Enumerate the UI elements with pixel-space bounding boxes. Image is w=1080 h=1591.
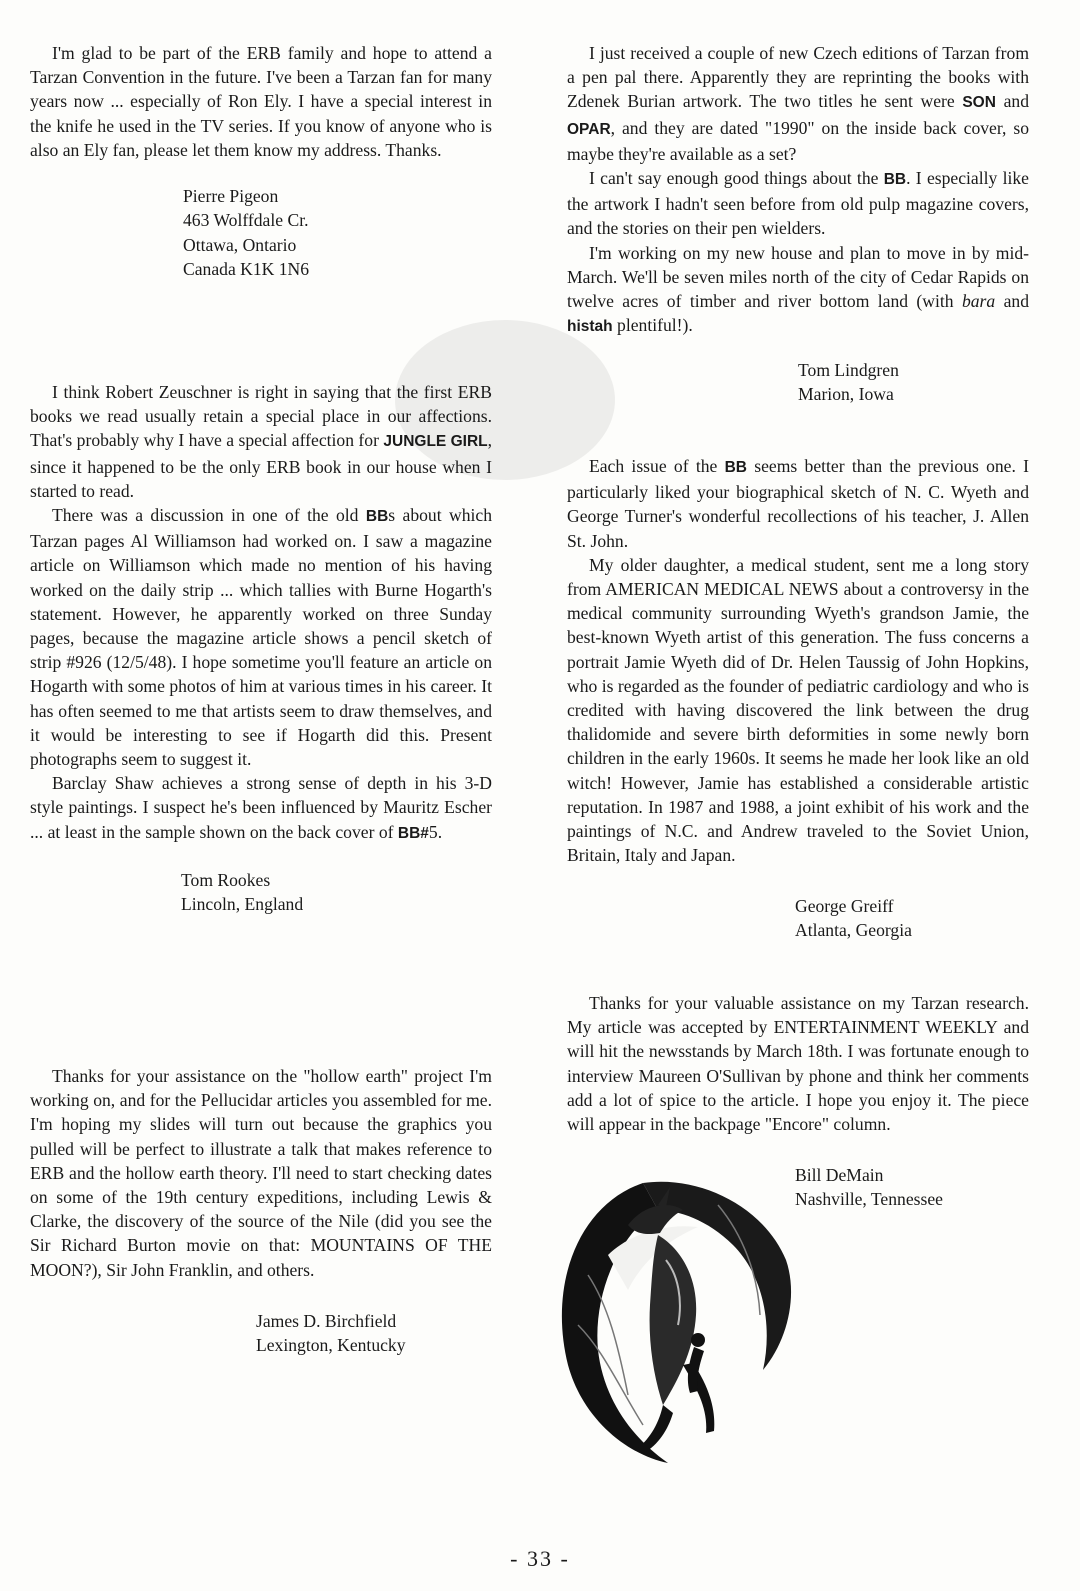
letter-demain [567, 991, 1029, 1136]
italic-word: bara [961, 291, 996, 312]
bold-word: histah [567, 318, 613, 336]
signature-city: Ottawa, Ontario [183, 234, 297, 255]
signature-lindgren [798, 358, 899, 407]
signature-country: Canada K1K 1N6 [183, 259, 310, 280]
letter-paragraph: My older daughter, a medical student, sent me a long story from AMERICAN MEDICAL NEWS about a controversy in the medical community surrounding Wyeth's grandson Jamie, the best-known Wyeth artist of this generation. The fuss concerns a portrait Jamie Wyeth did of Dr. Helen Taussig of John Hopkins, who is regarded as the founder of pediatric cardiology and who is credited with having discovered the link between the drug thalidomide and severe birth deformities in some newly born children in the early 1960s. It seems he made her look like an old witch! However, Jamie has established a considerable artistic reputation. In 1987 and 1988, a joint exhibit of his work and the paintings of N.C. and Andrew traveled to the Soviet Union, Britain, Italy and Japan. [567, 554, 1029, 866]
signature-name: Tom Rookes [181, 870, 271, 890]
bold-title: OPAR [567, 120, 611, 138]
page-number: - 33 - [510, 1546, 570, 1571]
letter-paragraph: I can't say enough good things about the BB. I especially like the artwork I hadn't seen before from old pulp magazine covers, and the stories on their pen wielders. [567, 168, 1029, 239]
bold-title: JUNGLE GIRL [383, 433, 488, 451]
signature-location: Marion, Iowa [798, 384, 894, 405]
letter-birchfield [30, 1064, 492, 1282]
letter-paragraph: There was a discussion in one of the old BBs about which Tarzan pages Al Williamson had worked on. I saw a magazine article on Williamson which made no mention of his having worked on the daily strip ... which tallies with Burne Hogarth's statement. However, he apparently worked on three Sunday pages, because the magazine article shows a pencil sketch of strip #926 (12/5/48). I hope sometime you'll feature an article on Hogarth with some photos of him at various times in his career. It has often seemed to me that artists seem to draw themselves, and it would be interesting to see if Hogarth did this. Present photographs seem to suggest it. [30, 505, 493, 770]
signature-name: Pierre Pigeon [183, 186, 279, 206]
signature-greiff [795, 894, 912, 943]
bold-title: SON [962, 94, 996, 112]
signature-street: 463 Wolffdale Cr. [183, 210, 309, 231]
signature-name: James D. Birchfield [256, 1311, 397, 1331]
letter-paragraph: I'm glad to be part of the ERB family and hope to attend a Tarzan Convention in the future. I've been a Tarzan fan for many years now ... especially of Ron Ely. I have a special interest in the knife he used in the TV series. If you know of anyone who is also an Ely fan, please let them know my address. Thanks. [30, 43, 492, 160]
letter-paragraph: Thanks for your valuable assistance on my Tarzan research. My article was accepted by ENTERTAINMENT WEEKLY and will hit the newsstands by March 18th. I was fortunate enough to interview Maureen O'Sullivan by phone and think her comments add a lot of spice to the article. I hope you enjoy it. The piece will appear in the backpage "Encore" column. [567, 993, 1029, 1135]
signature-name: George Greiff [795, 896, 894, 916]
letter-paragraph: Barclay Shaw achieves a strong sense of depth in his 3-D style paintings. I suspect he's been influenced by Mauritz Escher ... at least in the sample shown on the back cover of BB#5. [30, 773, 492, 842]
signature-name: Bill DeMain [795, 1165, 884, 1185]
signature-pigeon [183, 184, 309, 282]
bold-abbrev: BB# [397, 824, 429, 842]
bold-abbrev: BB [724, 459, 747, 476]
bold-abbrev: BB [883, 171, 907, 189]
letter-paragraph: I'm working on my new house and plan to move in by mid-March. We'll be seven miles north of the city of Cedar Rapids on twelve acres of timber and river bottom land (with bara and histah plentiful!). [567, 242, 1029, 336]
signature-location: Nashville, Tennessee [795, 1189, 943, 1210]
signature-name: Tom Lindgren [798, 360, 899, 380]
winged-dragon-icon [548, 1165, 798, 1465]
signature-demain [795, 1163, 943, 1212]
signature-rookes [181, 868, 303, 917]
letter-pigeon [30, 41, 492, 162]
letter-greiff [567, 454, 1029, 867]
signature-location: Lincoln, England [181, 894, 304, 915]
letter-paragraph: I just received a couple of new Czech editions of Tarzan from a pen pal there. Apparently they are reprinting the books with Zdenek Burian artwork. The two titles he sent were SON and OPAR, and they are dated "1990" on the inside back cover, so maybe they're available as a set? [567, 43, 1029, 164]
letter-paragraph: Thanks for your assistance on the "hollow earth" project I'm working on, and for the Pellucidar articles you assembled for me. I'm hoping my slides will turn out because the graphics you pulled will be perfect to illustrate a talk that makes reference to ERB and the hollow earth theory. I'll need to start checking dates on some of the 19th century expeditions, including Lewis & Clarke, the discovery of the source of the Nile (did you see the Sir Richard Burton movie on that: MOUNTAINS OF THE MOON?), Sir John Franklin, and others. [30, 1066, 492, 1280]
signature-birchfield [256, 1309, 406, 1358]
letter-lindgren [567, 41, 1029, 339]
signature-location: Atlanta, Georgia [795, 920, 912, 941]
signature-location: Lexington, Kentucky [256, 1335, 406, 1356]
letter-paragraph: I think Robert Zeuschner is right in saying that the first ERB books we read usually retain a special place in our affections. That's probably why I have a special affection for JUNGLE GIRL, since it happened to be the only ERB book in our house when I started to read. [30, 382, 493, 501]
letter-paragraph: Each issue of the BB seems better than the previous one. I particularly liked your biographical sketch of N. C. Wyeth and George Turner's wonderful recollections of his teacher, J. Allen St. John. [567, 456, 1030, 551]
bold-abbrev: BB [365, 508, 389, 526]
letter-rookes [30, 380, 492, 846]
